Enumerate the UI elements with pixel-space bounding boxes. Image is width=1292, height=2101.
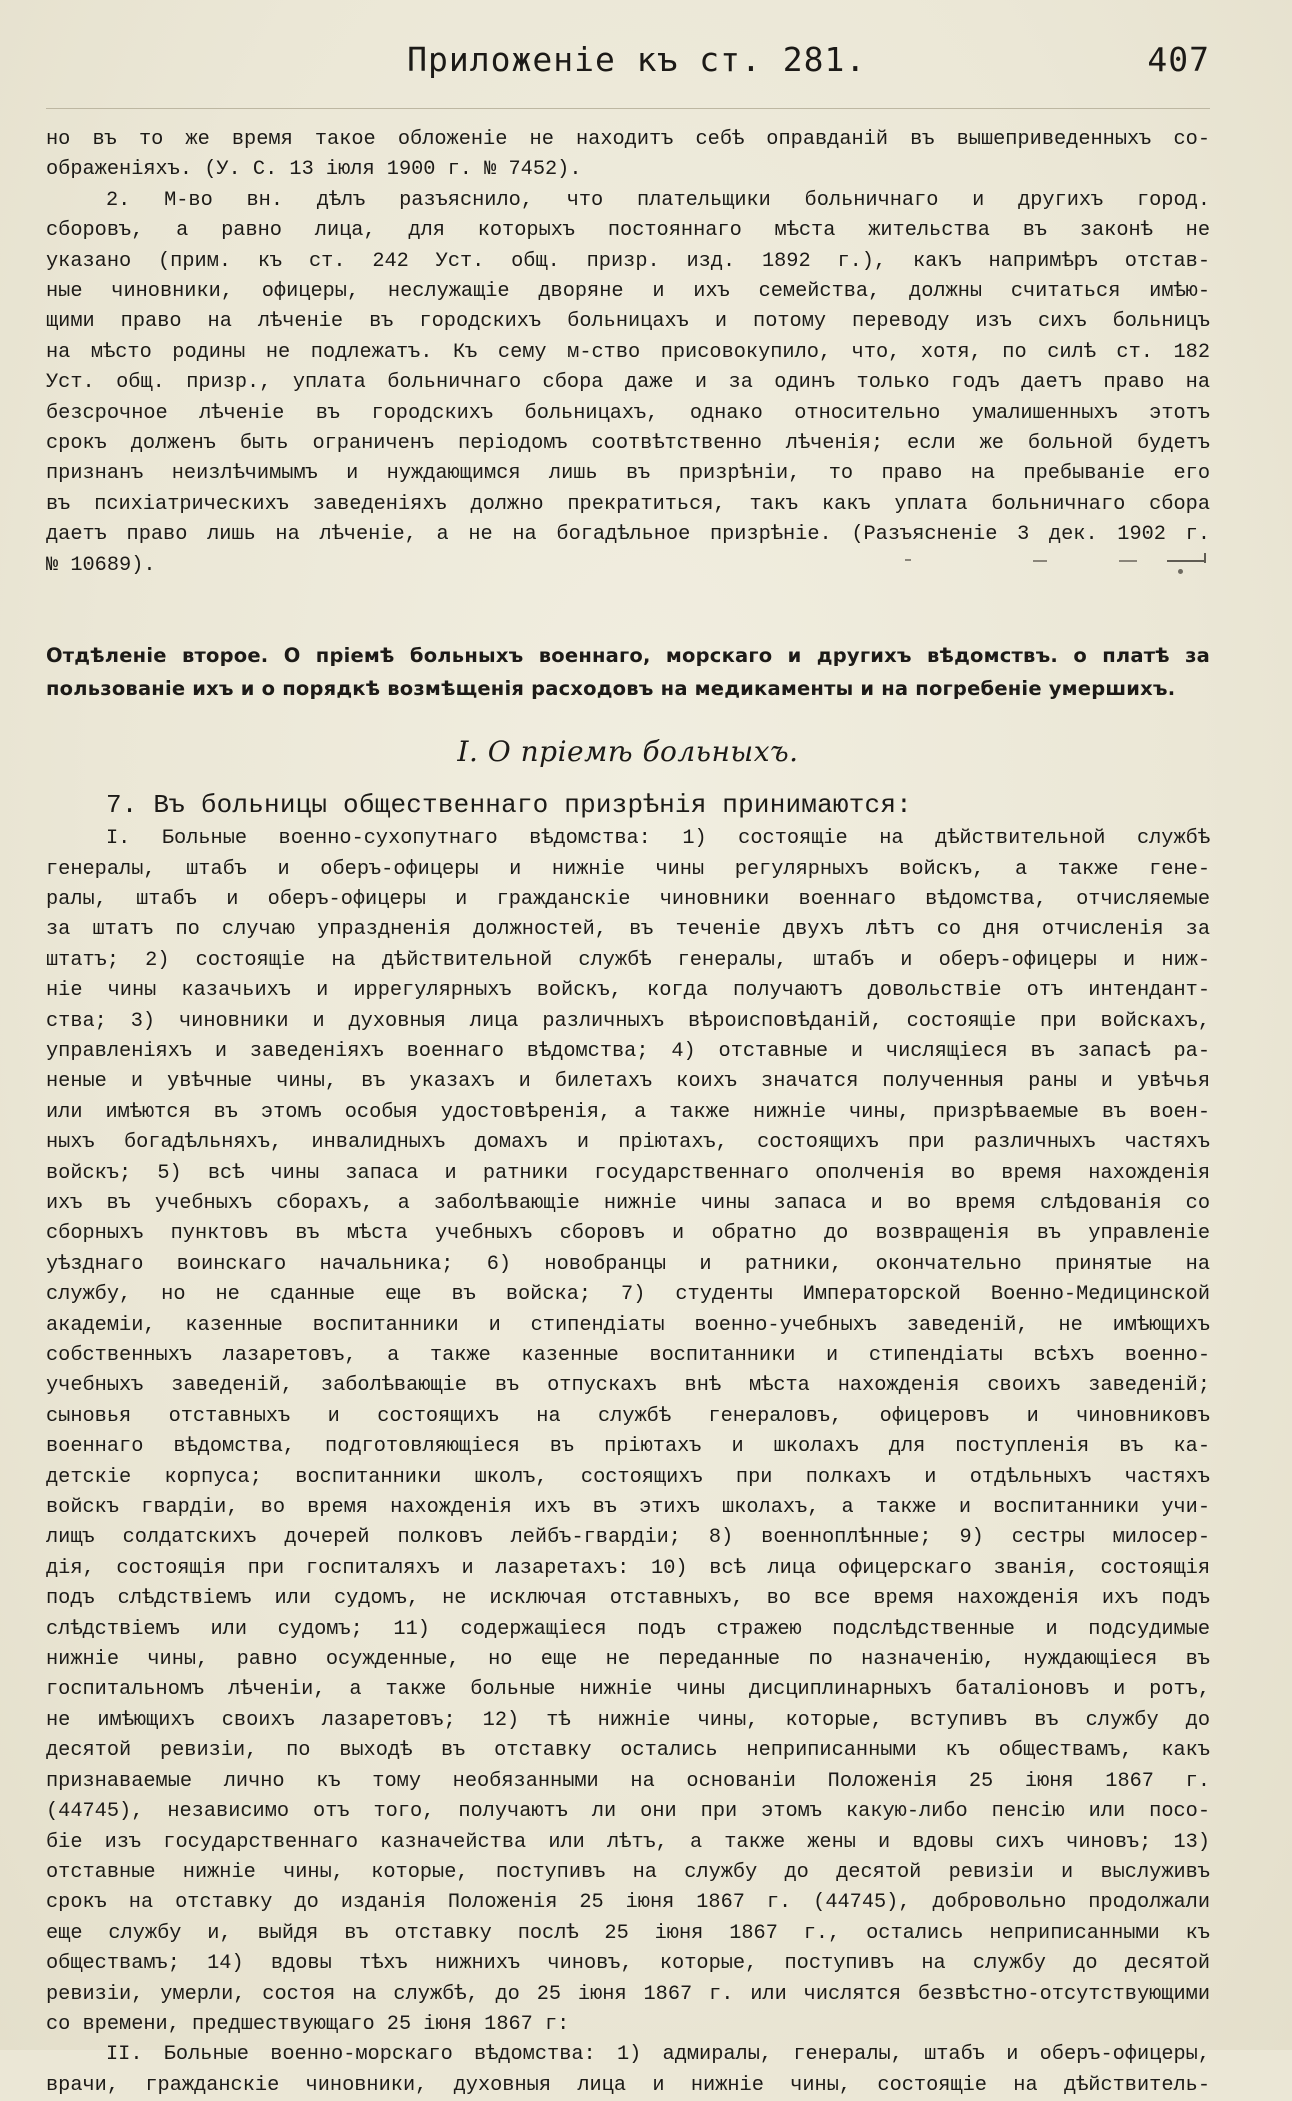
article-title: 7. Въ больницы общественнаго призрѣнія принимаются:: [106, 790, 912, 821]
text-line: неные и увѣчные чины, въ указахъ и билетахъ коихъ значатся полученныя раны и увѣчья: [46, 1070, 1210, 1094]
margin-dot: [1178, 569, 1183, 574]
text-line: признанъ неизлѣчимымъ и нуждающимся лишь въ призрѣніи, то право на пребываніе его: [46, 462, 1210, 486]
text-line: или имѣются въ этомъ особыя удостовѣренія, а также нижніе чины, призрѣваемые въ воен-: [46, 1100, 1210, 1124]
text-line: штатъ; 2) состоящіе на дѣйствительной службѣ генералы, штабъ и оберъ-офицеры и ниж-: [46, 948, 1210, 972]
paragraph-continued: [46, 125, 1210, 186]
header-title: Приложеніе къ ст. 281.: [407, 40, 867, 79]
text-line: но въ то же время такое обложеніе не находитъ себѣ оправданій въ вышеприведенныхъ со-: [46, 128, 1210, 151]
text-line: собственныхъ лазаретовъ, а также казенные воспитанники и стипендіаты всѣхъ военно-: [46, 1344, 1210, 1367]
text-line: учебныхъ заведеній, заболѣвающіе въ отпускахъ внѣ мѣста нахожденія своихъ заведеній;: [46, 1374, 1210, 1398]
text-line: ства; 3) чиновники и духовныя лица различныхъ вѣроисповѣданій, состоящіе при войскахъ,: [46, 1009, 1210, 1033]
text-line: признаваемые лично къ тому необязанными на основаніи Положенія 25 іюня 1867 г.: [46, 1769, 1210, 1793]
division-line: пользованіе ихъ и о порядкѣ возмѣщенія расходовъ на медикаменты и на погребеніе умершихъ.: [46, 677, 1176, 701]
chapter-title: I. О пріемѣ больныхъ.: [457, 735, 799, 769]
text-line: I. Больные военно-сухопутнаго вѣдомства: 1) состоящіе на дѣйствительной службѣ: [106, 827, 1210, 851]
margin-marks: [905, 549, 1225, 571]
text-line: на мѣсто родины не подлежатъ. Къ сему м-ство присовокупило, что, хотя, по силѣ ст. 182: [46, 340, 1210, 364]
text-line: въ психіатрическихъ заведеніяхъ должно прекратиться, такъ какъ уплата больничнаго сбора: [46, 492, 1210, 516]
text-line: сборныхъ пунктовъ въ мѣста учебныхъ сборовъ и обратно до возвращенія въ управленіе: [46, 1222, 1210, 1246]
text-line: указано (прим. къ ст. 242 Уст. общ. призр. изд. 1892 г.), какъ напримѣръ отстав-: [46, 249, 1210, 273]
text-line: нижніе чины, равно осужденные, но еще не переданные по назначенію, нуждающіеся въ: [46, 1648, 1210, 1672]
text-line: со времени, предшествующаго 25 іюня 1867 г:: [46, 2012, 570, 2036]
text-line: ныхъ богадѣльняхъ, инвалидныхъ домахъ и пріютахъ, состоящихъ при различныхъ частяхъ: [46, 1131, 1210, 1155]
text-line: за штатъ по случаю упраздненія должностей, въ теченіе двухъ лѣтъ со дня отчисленія за: [46, 918, 1210, 942]
text-line: генералы, штабъ и оберъ-офицеры и нижніе чины регулярныхъ войскъ, а также гене-: [46, 857, 1210, 881]
text-line: безсрочное лѣченіе въ городскихъ больницахъ, однако относительно умалишенныхъ этотъ: [46, 401, 1210, 425]
text-line: № 10689).: [46, 553, 156, 577]
text-line: войскъ гвардіи, во время нахожденія ихъ въ этихъ школахъ, а также и воспитанники учи-: [46, 1496, 1210, 1520]
text-line: II. Больные военно-морскаго вѣдомства: 1) адмиралы, генералы, штабъ и оберъ-офицеры,: [106, 2043, 1210, 2067]
text-line: десятой ревизіи, по выходѣ въ отставку остались неприписанными къ обществамъ, какъ: [46, 1739, 1210, 1763]
text-line: службу, но не сданные еще въ войска; 7) студенты Императорской Военно-Медицинской: [46, 1283, 1210, 1307]
text-line: военнаго вѣдомства, подготовляющіеся въ пріютахъ и школахъ для поступленія въ ка-: [46, 1435, 1210, 1459]
text-line: сыновья отставныхъ и состоящихъ на службѣ генераловъ, офицеровъ и чиновниковъ: [46, 1404, 1210, 1428]
text-line: (44745), независимо отъ того, получаютъ ли они при этомъ какую-либо пенсію или посо-: [46, 1800, 1210, 1824]
text-line: слѣдствіемъ или судомъ; 11) содержащіеся подъ стражею подслѣдственные и подсудимые: [46, 1617, 1210, 1641]
text-line: войскъ; 5) всѣ чины запаса и ратники государственнаго ополченія во время нахожденія: [46, 1161, 1210, 1185]
text-line: подъ слѣдствіемъ или судомъ, не исключая отставныхъ, во все время нахожденія ихъ подъ: [46, 1587, 1210, 1611]
text-line: ображеніяхъ. (У. С. 13 іюля 1900 г. № 7452).: [46, 158, 582, 182]
text-line: ралы, штабъ и оберъ-офицеры и гражданскіе чиновники военнаго вѣдомства, отчисляемые: [46, 887, 1210, 911]
text-line: врачи, гражданскіе чиновники, духовныя лица и нижніе чины, состоящіе на дѣйствитель-: [46, 2073, 1210, 2097]
running-header: [46, 40, 1210, 109]
text-line: еще службу и, выйдя въ отставку послѣ 25 іюня 1867 г., остались неприписанными къ: [46, 1921, 1210, 1945]
text-line: управленіяхъ и заведеніяхъ военнаго вѣдомства; 4) отставные и числящіеся въ запасѣ ра-: [46, 1039, 1210, 1063]
text-line: обществамъ; 14) вдовы тѣхъ нижнихъ чиновъ, которые, поступивъ на службу до десятой: [46, 1952, 1210, 1976]
article-body-part-2: [46, 2040, 1210, 2101]
text-line: детскіе корпуса; воспитанники школъ, состоящихъ при полкахъ и отдѣльныхъ частяхъ: [46, 1465, 1210, 1489]
text-line: ревизіи, умерли, состоя на службѣ, до 25 іюня 1867 г. или числятся безвѣстно-отсутствующими: [46, 1982, 1210, 2006]
text-line: сборовъ, а равно лица, для которыхъ постояннаго мѣста жительства въ законѣ не: [46, 219, 1210, 243]
text-line: ихъ въ учебныхъ сборахъ, а заболѣвающіе нижніе чины запаса и во время слѣдованія со: [46, 1191, 1210, 1215]
paragraph-2: [46, 186, 1210, 581]
text-line: лищъ солдатскихъ дочерей полковъ лейбъ-гвардіи; 8) военноплѣнные; 9) сестры милосер-: [46, 1526, 1210, 1550]
text-line: ные чиновники, офицеры, неслужащіе дворяне и ихъ семейства, должны считаться имѣю-: [46, 280, 1210, 304]
text-line: не имѣющихъ своихъ лазаретовъ; 12) тѣ нижніе чины, которые, вступивъ въ службу до: [46, 1708, 1210, 1732]
text-line: срокъ долженъ быть ограниченъ періодомъ соотвѣтственно лѣченія; если же больной будетъ: [46, 432, 1210, 456]
text-line: академіи, казенные воспитанники и стипендіаты военно-учебныхъ заведеній, не имѣющихъ: [46, 1313, 1210, 1337]
text-line: щими право на лѣченіе въ городскихъ больницахъ и потому переводу изъ сихъ больницъ: [46, 310, 1210, 334]
text-line: Уст. общ. призр., уплата больничнаго сбора даже и за одинъ только годъ даетъ право на: [46, 371, 1210, 395]
text-line: уѣзднаго воинскаго начальника; 6) новобранцы и ратники, окончательно принятые на: [46, 1252, 1210, 1276]
text-line: біе изъ государственнаго казначейства или лѣтъ, а также жены и вдовы сихъ чиновъ; 13): [46, 1830, 1210, 1854]
division-line: Отдѣленіе второе. О пріемѣ больныхъ военнаго, морскаго и другихъ вѣдомствъ. о платѣ за: [46, 644, 1210, 668]
text-line: даетъ право лишь на лѣченіе, а не на богадѣльное призрѣніе. (Разъясненіе 3 дек. 1902 г.: [46, 523, 1210, 547]
text-line: госпитальномъ лѣченіи, а также больные нижніе чины дисциплинарныхъ баталіоновъ и ротъ,: [46, 1678, 1210, 1702]
text-line: отставные нижніе чины, которые, поступивъ на службу до десятой ревизіи и выслуживъ: [46, 1860, 1210, 1884]
text-line: 2. М-во вн. дѣлъ разъяснило, что плательщики больничнаго и другихъ город.: [106, 188, 1210, 212]
page-number: 407: [1147, 40, 1210, 79]
division-heading: [46, 639, 1210, 705]
article-body: [46, 824, 1210, 2040]
text-line: срокъ на отставку до изданія Положенія 25 іюня 1867 г. (44745), добровольно продолжали: [46, 1891, 1210, 1915]
text-line: дія, состоящія при госпиталяхъ и лазаретахъ: 10) всѣ лица офицерскаго званія, состоящія: [46, 1556, 1210, 1580]
text-line: ніе чины казачьихъ и иррегулярныхъ войскъ, когда получаютъ довольствіе отъ интендант-: [46, 979, 1210, 1003]
